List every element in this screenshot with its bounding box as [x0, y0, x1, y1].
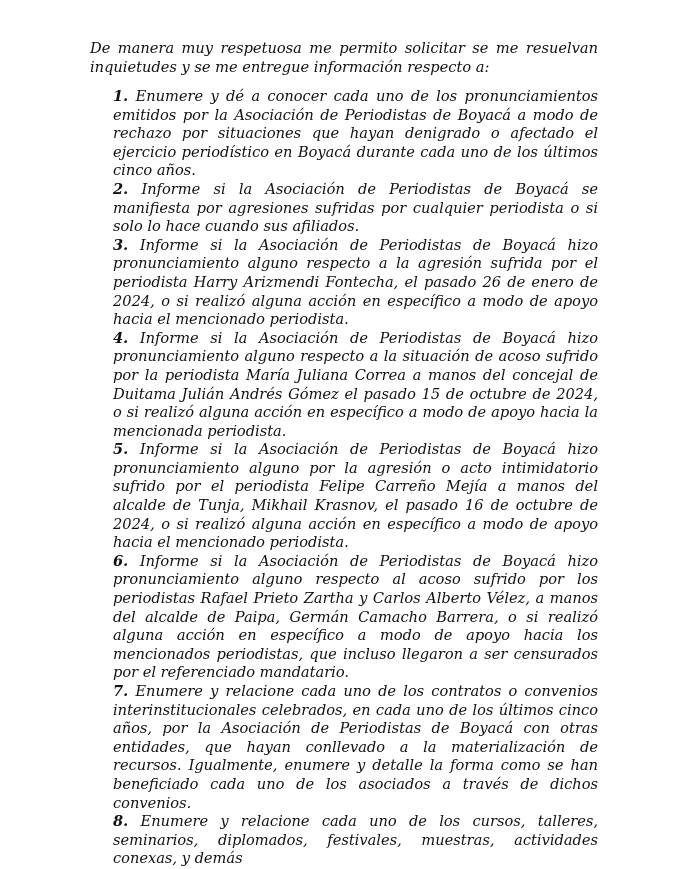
list-item-8 — [113, 813, 598, 869]
item-text: Enumere y relacione cada uno de los cursos, talleres, seminarios, diplomados, festivales, muestras, actividades conexas, y demás — [113, 813, 598, 868]
item-number: 3. — [113, 236, 129, 254]
item-number: 5. — [113, 441, 129, 459]
item-text: Informe si la Asociación de Periodistas de Boyacá hizo pronunciamiento alguno respecto al acoso sufrido por los periodistas Rafael Prieto Zartha y Carlos Alberto Vélez, a manos del alcalde de Paipa, Germán Camacho Barrera, o si realizó alguna acción en específico a modo de apoyo hacia los mencionados periodistas, que incluso llegaron a ser censurados por el referenciado mandatario. — [113, 552, 598, 682]
list-item-6 — [113, 553, 598, 683]
item-text: Enumere y relacione cada uno de los contratos o convenios interinstitucionales celebrados, en cada uno de los últimos cinco años, por la Asociación de Periodistas de Boyacá con otras entidades, que hayan conllevado a la materialización de recursos. Igualmente, enumere y detalle la forma como se han beneficiado cada uno de los asociados a través de dichos convenios. — [113, 683, 598, 812]
item-number: 7. — [113, 683, 129, 700]
item-number: 1. — [113, 88, 129, 105]
list-item-5 — [113, 441, 598, 553]
item-text: Informe si la Asociación de Periodistas de Boyacá hizo pronunciamiento alguno por la agresión o acto intimidatorio sufrido por el periodista Felipe Carreño Mejía a manos del alcalde de Tunja, Mikhail Krasnov, el pasado 16 de octubre de 2024, o si realizó alguna acción en específico a modo de apoyo hacia el mencionado periodista. — [113, 441, 598, 552]
item-text: Enumere y dé a conocer cada uno de los pronunciamientos emitidos por la Asociación de Periodistas de Boyacá a modo de rechazo por situaciones que hayan denigrado o afectado el ejercicio periodístico en Boyacá durante cada uno de los últimos cinco años. — [113, 88, 598, 180]
list-item-1 — [113, 88, 598, 181]
list-item-3 — [113, 237, 598, 330]
item-text: Informe si la Asociación de Periodistas de Boyacá hizo pronunciamiento alguno respecto a la situación de acoso sufrido por la periodista María Juliana Correa a manos del concejal de Duitama Julián Andrés Gómez el pasado 15 de octubre de 2024, o si realizó alguna acción en específico a modo de apoyo hacia la mencionada periodista. — [113, 329, 598, 440]
item-text: Informe si la Asociación de Periodistas de Boyacá se manifiesta por agresiones sufridas por cualquier periodista o si solo lo hace cuando sus afiliados. — [113, 180, 598, 236]
intro-paragraph: De manera muy respetuosa me permito solicitar se me resuelvan inquietudes y se me entregue información respecto a: — [90, 40, 598, 76]
item-text: Informe si la Asociación de Periodistas de Boyacá hizo pronunciamiento alguno respecto a la agresión sufrida por el periodista Harry Arizmendi Fontecha, el pasado 26 de enero de 2024, o si realizó alguna acción en específico a modo de apoyo hacia el mencionado periodista. — [113, 236, 598, 329]
list-item-2 — [113, 181, 598, 237]
item-number: 4. — [113, 329, 129, 347]
list-item-7 — [113, 683, 598, 813]
item-number: 8. — [113, 813, 129, 831]
request-list — [113, 88, 598, 869]
item-number: 6. — [113, 552, 129, 570]
list-item-4 — [113, 330, 598, 442]
item-number: 2. — [113, 180, 129, 198]
